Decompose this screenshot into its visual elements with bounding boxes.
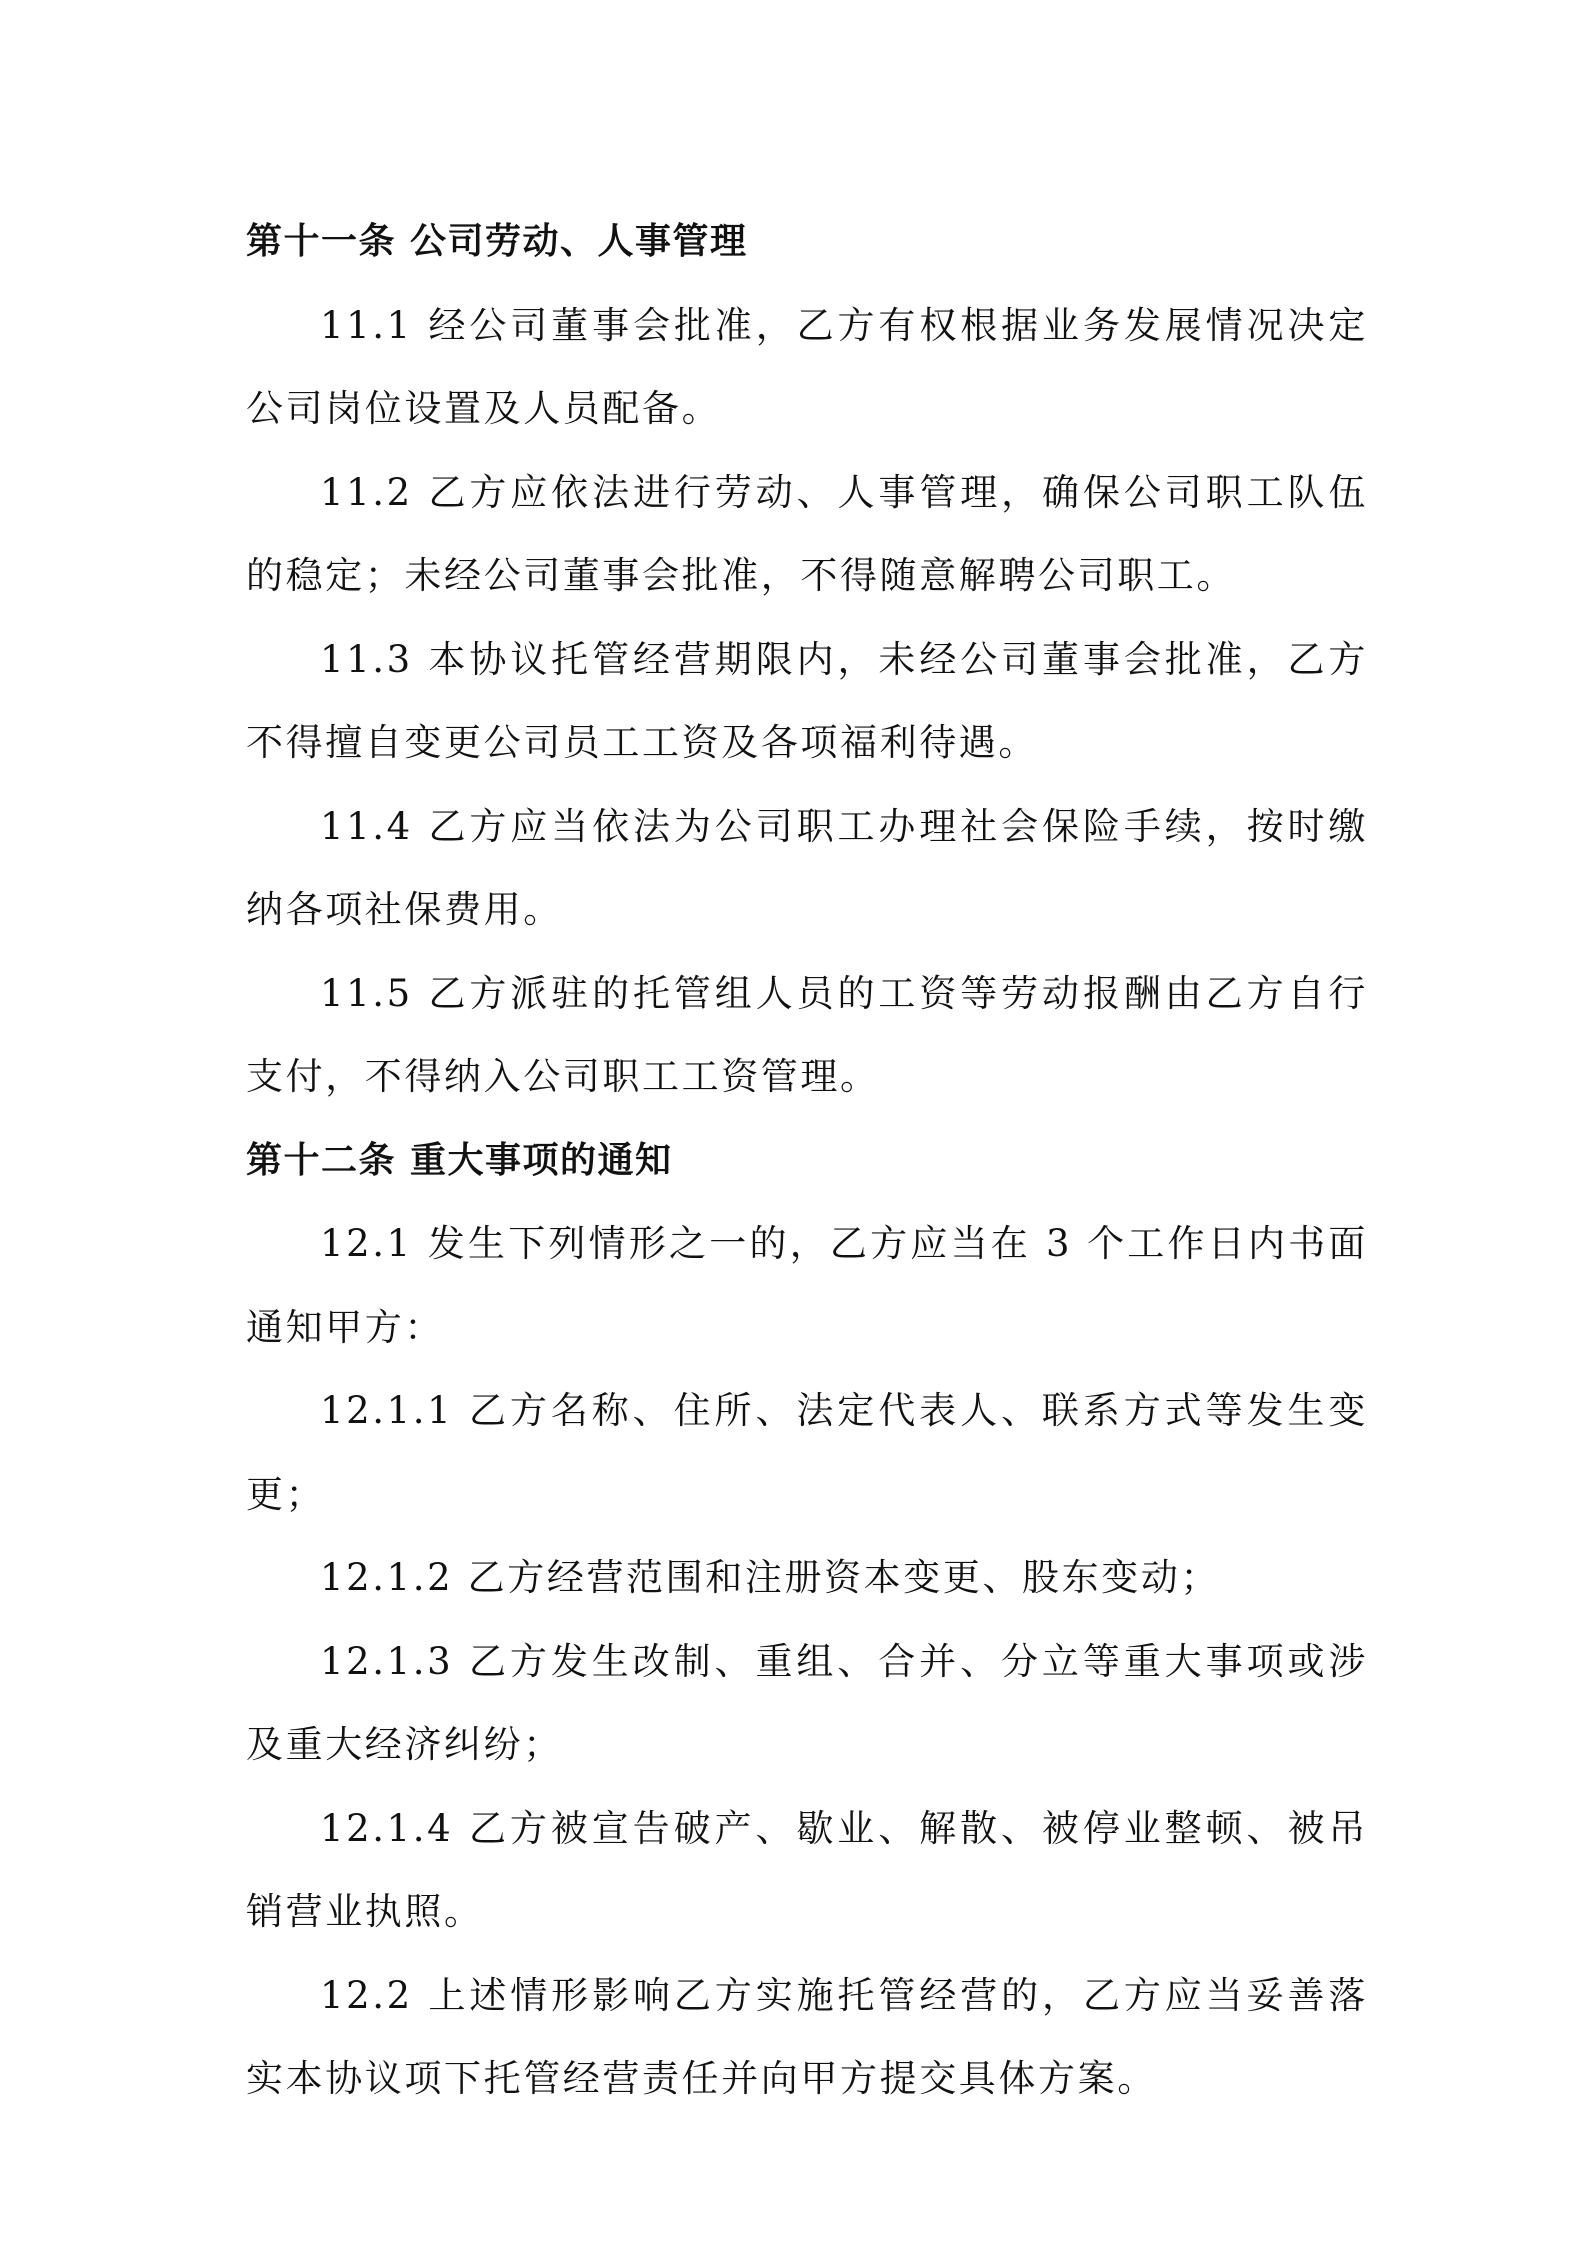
clause-11-3: 11.3 本协议托管经营期限内，未经公司董事会批准，乙方不得擅自变更公司员工工资及各项福利待遇。 <box>246 637 1368 764</box>
article-11-heading: 第十一条 公司劳动、人事管理 <box>246 220 748 262</box>
clause-11-1: 11.1 经公司董事会批准，乙方有权根据业务发展情况决定公司岗位设置及人员配备。 <box>246 303 1368 430</box>
clause-12-1-3: 12.1.3 乙方发生改制、重组、合并、分立等重大事项或涉及重大经济纠纷； <box>246 1639 1368 1766</box>
clause-12-1-4: 12.1.4 乙方被宣告破产、歇业、解散、被停业整顿、被吊销营业执照。 <box>246 1806 1368 1933</box>
clause-12-1-2: 12.1.2 乙方经营范围和注册资本变更、股东变动； <box>320 1556 1221 1599</box>
clause-11-4: 11.4 乙方应当依法为公司职工办理社会保险手续，按时缴纳各项社保费用。 <box>246 804 1368 931</box>
document-body <box>246 200 1368 2121</box>
clause-11-2: 11.2 乙方应依法进行劳动、人事管理，确保公司职工队伍的稳定；未经公司董事会批准，不得随意解聘公司职工。 <box>246 470 1368 597</box>
clause-12-1-1: 12.1.1 乙方名称、住所、法定代表人、联系方式等发生变更； <box>246 1389 1368 1516</box>
clause-12-2: 12.2 上述情形影响乙方实施托管经营的，乙方应当妥善落实本协议项下托管经营责任并向甲方提交具体方案。 <box>246 1973 1368 2100</box>
article-12-heading: 第十二条 重大事项的通知 <box>246 1138 673 1181</box>
clause-11-5: 11.5 乙方派驻的托管组人员的工资等劳动报酬由乙方自行支付，不得纳入公司职工工资管理。 <box>246 971 1368 1098</box>
clause-12-1: 12.1 发生下列情形之一的，乙方应当在 3 个工作日内书面通知甲方： <box>246 1222 1368 1349</box>
